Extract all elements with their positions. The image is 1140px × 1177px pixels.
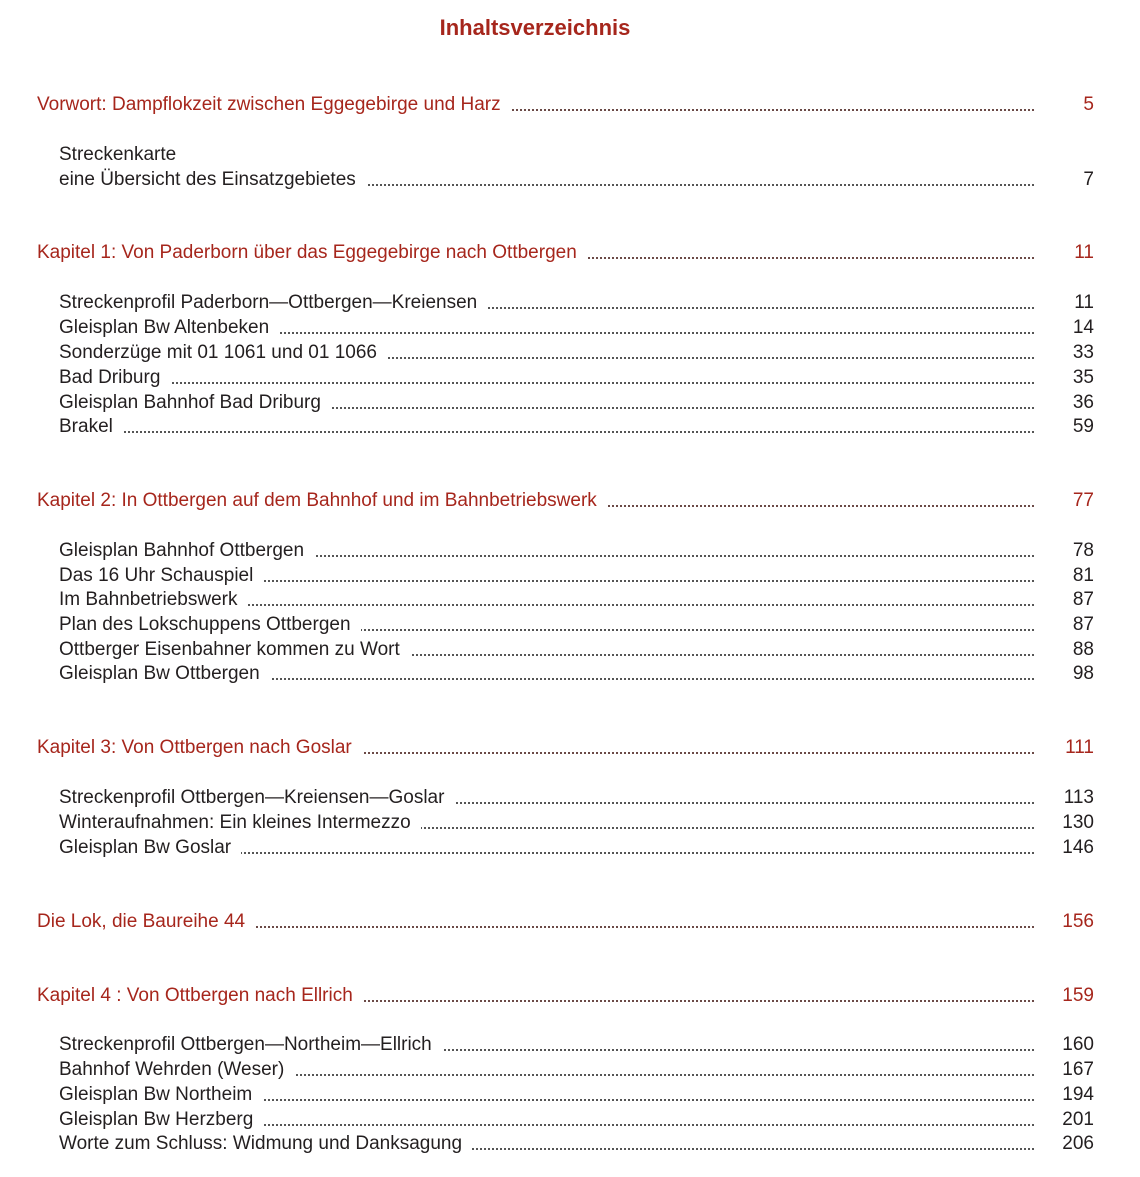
toc-entry-label: Gleisplan Bw Ottbergen bbox=[59, 660, 270, 688]
toc-page-number: 11 bbox=[1074, 242, 1094, 263]
toc-page-number: 35 bbox=[1072, 367, 1094, 388]
toc-sub-entry bbox=[0, 1130, 1140, 1158]
dot-leader bbox=[60, 382, 1034, 384]
toc-entry-label: Gleisplan Bw Goslar bbox=[59, 834, 241, 862]
toc-page-number: 111 bbox=[1065, 737, 1094, 758]
toc-entry-label: Gleisplan Bahnhof Ottbergen bbox=[59, 537, 314, 565]
toc-sub-entry bbox=[0, 1031, 1140, 1059]
toc-entry-label: Gleisplan Bahnhof Bad Driburg bbox=[59, 389, 331, 417]
page-title: Inhaltsverzeichnis bbox=[439, 15, 631, 40]
toc-sub-entry bbox=[0, 339, 1140, 367]
toc-page-number: 130 bbox=[1062, 812, 1094, 833]
toc-sub-entry bbox=[0, 537, 1140, 565]
toc-page-number: 88 bbox=[1072, 639, 1094, 660]
toc-chapter-entry bbox=[0, 908, 1140, 936]
toc-entry-label: Winteraufnahmen: Ein kleines Intermezzo bbox=[59, 809, 421, 837]
toc-entry-label: Worte zum Schluss: Widmung und Danksagung bbox=[59, 1130, 472, 1158]
toc-entry-label: Vorwort: Dampflokzeit zwischen Eggegebirge und Harz bbox=[37, 91, 511, 119]
toc-entry-label: Brakel bbox=[59, 413, 123, 441]
toc-page-number: 11 bbox=[1074, 292, 1094, 313]
toc-page-number: 59 bbox=[1072, 416, 1094, 437]
toc-page-number: 77 bbox=[1072, 490, 1094, 511]
toc-page-number: 87 bbox=[1072, 589, 1094, 610]
toc-page-number: 7 bbox=[1083, 169, 1094, 190]
toc-entry-label: Das 16 Uhr Schauspiel bbox=[59, 562, 263, 590]
toc-entry-label: Die Lok, die Baureihe 44 bbox=[37, 908, 255, 936]
toc-entry-label: Gleisplan Bw Altenbeken bbox=[59, 314, 279, 342]
toc-entry-label: Kapitel 4 : Von Ottbergen nach Ellrich bbox=[37, 982, 363, 1010]
toc-entry-label: Bad Driburg bbox=[59, 364, 170, 392]
toc-entry-label: Streckenprofil Ottbergen—Northeim—Ellrich bbox=[59, 1031, 442, 1059]
toc-entry-label: Ottberger Eisenbahner kommen zu Wort bbox=[59, 636, 410, 664]
toc-page-number: 206 bbox=[1062, 1133, 1094, 1154]
toc-sub-entry bbox=[0, 364, 1140, 392]
toc-sub-entry bbox=[0, 1056, 1140, 1084]
toc-sub-entry bbox=[0, 314, 1140, 342]
toc-sub-entry bbox=[0, 834, 1140, 862]
toc-entry-label: Kapitel 1: Von Paderborn über das Eggegebirge nach Ottbergen bbox=[37, 239, 587, 267]
toc-page-number: 194 bbox=[1062, 1084, 1094, 1105]
toc-entry-label: Im Bahnbetriebswerk bbox=[59, 586, 247, 614]
toc-entry-label: eine Übersicht des Einsatzgebietes bbox=[59, 166, 366, 194]
toc-page-number: 201 bbox=[1062, 1109, 1094, 1130]
toc-chapter-entry bbox=[0, 91, 1140, 119]
toc-page-number: 36 bbox=[1072, 392, 1094, 413]
toc-page-number: 87 bbox=[1072, 614, 1094, 635]
toc-page-number: 98 bbox=[1072, 663, 1094, 684]
toc-sub-entry bbox=[0, 413, 1140, 441]
toc-chapter-entry bbox=[0, 239, 1140, 267]
toc-page-number: 113 bbox=[1063, 787, 1094, 808]
toc-entry-label: Gleisplan Bw Herzberg bbox=[59, 1106, 263, 1134]
toc-sub-entry bbox=[0, 809, 1140, 837]
toc-sub-entry bbox=[0, 166, 1140, 194]
toc-entry-label: Sonderzüge mit 01 1061 und 01 1066 bbox=[59, 339, 387, 367]
toc-page-number: 167 bbox=[1062, 1059, 1094, 1080]
toc-page-number: 33 bbox=[1072, 342, 1094, 363]
toc-page-number: 81 bbox=[1072, 565, 1094, 586]
toc-entry-label: Streckenprofil Ottbergen—Kreiensen—Goslar bbox=[59, 784, 454, 812]
toc-sub-entry bbox=[0, 1081, 1140, 1109]
toc-chapter-entry bbox=[0, 982, 1140, 1010]
toc-sub-entry bbox=[0, 289, 1140, 317]
toc-sub-entry bbox=[0, 586, 1140, 614]
toc-entry-label: Streckenprofil Paderborn—Ottbergen—Kreiensen bbox=[59, 289, 487, 317]
toc-entry-label: Bahnhof Wehrden (Weser) bbox=[59, 1056, 294, 1084]
toc-entry-label: Plan des Lokschuppens Ottbergen bbox=[59, 611, 361, 639]
toc-page-number: 146 bbox=[1062, 837, 1094, 858]
toc-sub-entry bbox=[0, 660, 1140, 688]
toc-sub-entry bbox=[0, 784, 1140, 812]
toc-plain-line: Streckenkarte bbox=[59, 144, 177, 165]
toc-page-number: 159 bbox=[1062, 985, 1094, 1006]
toc-entry-label: Kapitel 3: Von Ottbergen nach Goslar bbox=[37, 734, 362, 762]
toc-page-number: 5 bbox=[1083, 94, 1094, 115]
toc-page-number: 14 bbox=[1072, 317, 1094, 338]
toc-page-number: 160 bbox=[1062, 1034, 1094, 1055]
toc-page-number: 78 bbox=[1072, 540, 1094, 561]
toc-page-number: 156 bbox=[1062, 911, 1094, 932]
toc-entry-label: Gleisplan Bw Northeim bbox=[59, 1081, 262, 1109]
toc-chapter-entry bbox=[0, 487, 1140, 515]
toc-sub-entry bbox=[0, 611, 1140, 639]
toc-chapter-entry bbox=[0, 734, 1140, 762]
toc-entry-label: Kapitel 2: In Ottbergen auf dem Bahnhof und im Bahnbetriebswerk bbox=[37, 487, 607, 515]
dot-leader bbox=[60, 431, 1034, 433]
